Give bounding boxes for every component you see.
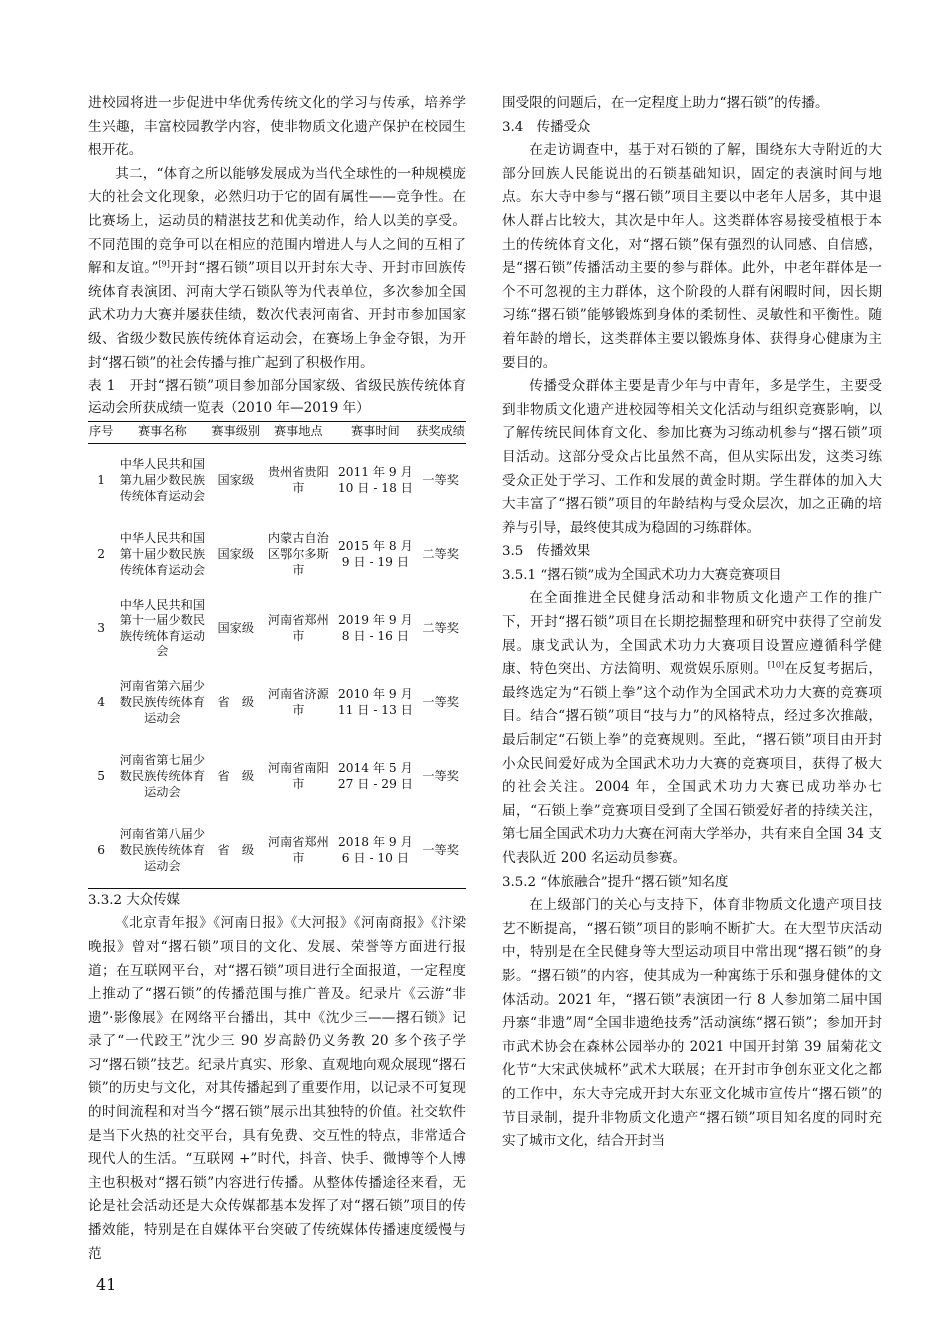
page-number: 41: [96, 1275, 117, 1294]
cell-result: 一等奖: [422, 472, 459, 487]
table-row: [88, 443, 466, 518]
cell-name: 河南省第七届少数民族传统体育运动会: [119, 753, 206, 799]
cell-place: 河南省郑州市: [267, 835, 329, 865]
table-row: [88, 592, 466, 666]
left-paragraph-2: [88, 163, 466, 375]
cell-place: 贵州省贵阳市: [267, 465, 329, 495]
cell-no: 1: [97, 472, 106, 487]
cell-level: 省 级: [217, 694, 255, 709]
th-name: 赛事名称: [114, 422, 210, 444]
cell-place: 内蒙古自治区鄂尔多斯市: [267, 531, 329, 577]
cell-no: 6: [97, 842, 106, 857]
cell-place: 河南省济源市: [267, 687, 329, 717]
cell-result: 二等奖: [422, 546, 459, 561]
right-paragraph-2: 在走访调查中，基于对石锁的了解，围绕东大寺附近的大部分回族人民能说出的石锁基础知识，固定的表演时间与地点。东大寺中参与“撂石锁”项目主要以中老年人居多，其中退休人群占比较大，其次是中年人。这类群体容易接受植根于本土的传统体育文化，对“撂石锁”保有强烈的认同感、自信感，是“撂石锁”传播活动主要的参与群体。此外，中老年群体是一个不可忽视的主力群体，这个阶段的人群有闲暇时间，因长期习练“撂石锁”能够锻炼到身体的柔韧性、灵敏性和平衡性。随着年龄的增长，这类群体主要以锻炼身体、获得身心健康为主要目的。: [502, 142, 882, 371]
table-row: [88, 740, 466, 814]
th-result: 获奖成绩: [415, 422, 466, 444]
right-column: [502, 92, 882, 1154]
citation-9: [9]: [158, 259, 170, 269]
left-paragraph-2-text: 其二，“体育之所以能够发展成为当代全球性的一种规模庞大的社会文化现象，必然归功于它的固有属性——竞争性。在比赛场上，运动员的精湛技艺和优美动作，给人以美的享受。不同范围的竞争可以在相应的范围内增进人与人之间的互相了解和友谊。”: [88, 165, 466, 277]
table-caption: 表 1 开封“撂石锁”项目参加部分国家级、省级民族传统体育运动会所获成绩一览表（2010 年—2019 年）: [88, 378, 466, 417]
left-paragraph-3: 《北京青年报》《河南日报》《大河报》《河南商报》《汴梁晚报》曾对“撂石锁”项目的文化、发展、荣誉等方面进行报道；在互联网平台，对“撂石锁”项目进行全面报道，一定程度上推动了“撂石锁”的传播范围与推广普及。纪录片《云游“非遗”·影像展》在网络平台播出，其中《沈少三——撂石锁》记录了“一代跤王”沈少三 90 岁高龄仍义务教 20 多个孩子学习“撂石锁”技艺。纪录片真实、形象、直观地向观众展现“撂石锁”的历史与文化，对其传播起到了重要作用，以记录不可复现的时间流程和对当今“撂石锁”展示出其独特的价值。社交软件是当下火热的社交平台，具有免费、交互性的特点，非常适合现代人的生活。“互联网 +”时代，抖音、快手、微博等个人博主也积极对“撂石锁”内容进行传播。从整体传播途径来看，无论是社会活动还是大众传媒都基本发挥了对“撂石锁”项目的传播效能，特别是在自媒体平台突破了传统媒体传播速度缓慢与范: [88, 915, 466, 1262]
cell-time: 2010 年 9 月 11 日 - 13 日: [337, 687, 413, 717]
cell-result: 一等奖: [422, 768, 459, 783]
table-row: [88, 814, 466, 889]
th-place: 赛事地点: [261, 422, 335, 444]
cell-time: 2018 年 9 月 6 日 - 10 日: [337, 835, 413, 865]
cell-time: 2014 年 5 月 27 日 - 29 日: [337, 761, 413, 791]
cell-no: 4: [97, 694, 106, 709]
cell-result: 一等奖: [422, 842, 459, 857]
cell-time: 2019 年 9 月 8 日 - 16 日: [337, 613, 413, 643]
right-paragraph-4: [502, 587, 882, 870]
cell-no: 5: [97, 768, 106, 783]
cell-level: 国家级: [217, 620, 255, 635]
cell-place: 河南省南阳市: [267, 761, 329, 791]
cell-name: 河南省第六届少数民族传统体育运动会: [119, 679, 206, 725]
right-paragraph-4-text: 在全面推进全民健身活动和非物质文化遗产工作的推广下，开封“撂石锁”项目在长期挖掘整理和研究中获得了空前发展。康戈武认为，全国武术功力大赛项目设置应遵循科学健康、特色突出、方法简明、观赏娱乐原则。: [502, 590, 882, 678]
left-column: [88, 92, 466, 1266]
cell-no: 2: [97, 546, 106, 561]
left-paragraph-1: 进校园将进一步促进中华优秀传统文化的学习与传承，培养学生兴趣，丰富校园教学内容，使非物质文化遗产保护在校园生根开花。: [88, 95, 466, 159]
right-paragraph-1: 围受限的问题后，在一定程度上助力“撂石锁”的传播。: [502, 95, 829, 111]
cell-level: 国家级: [217, 472, 255, 487]
cell-level: 省 级: [217, 842, 255, 857]
th-level: 赛事级别: [210, 422, 261, 444]
right-paragraph-3: 传播受众群体主要是青少年与中青年，多是学生，主要受到非物质文化遗产进校园等相关文化活动与组织竞赛影响，以了解传统民间体育文化、参加比赛为习练动机参与“撂石锁”项目活动。这部分受众占比虽然不高，但从实际出发，这类习练受众正处于学习、工作和发展的黄金时期。学生群体的加入大大丰富了“撂石锁”项目的年龄结构与受众层次，加之正确的培养与引导，最终使其成为稳固的习练群体。: [502, 378, 882, 536]
citation-10: [10]: [767, 660, 785, 670]
th-no: 序号: [88, 422, 114, 444]
heading-3-3-2: 3.3.2 大众传媒: [88, 892, 180, 908]
cell-time: 2011 年 9 月 10 日 - 18 日: [337, 465, 413, 495]
heading-3-4: 3.4 传播受众: [502, 119, 591, 135]
table-header-row: [88, 422, 466, 444]
cell-name: 河南省第八届少数民族传统体育运动会: [119, 827, 206, 873]
cell-place: 河南省郑州市: [267, 613, 329, 643]
heading-3-5-1: 3.5.1 “撂石锁”成为全国武术功力大赛竞赛项目: [502, 567, 782, 583]
cell-result: 一等奖: [422, 694, 459, 709]
left-paragraph-2-cont: 开封“撂石锁”项目以开封东大寺、开封市回族传统体育表演团、河南大学石锁队等为代表单位，多次参加全国武术功力大赛并屡获佳绩，数次代表河南省、开封市参加国家级、省级少数民族传统体育运动会，在赛场上争金夺银，为开封“撂石锁”的社会传播与推广起到了积极作用。: [88, 260, 466, 371]
table-row: [88, 518, 466, 592]
th-time: 赛事时间: [336, 422, 416, 444]
heading-3-5-2: 3.5.2 “体旅融合”提升“撂石锁”知名度: [502, 874, 729, 890]
results-table: [88, 421, 466, 889]
cell-time: 2015 年 8 月 9 日 - 19 日: [337, 539, 413, 569]
cell-level: 省 级: [217, 768, 255, 783]
cell-name: 中华人民共和国第十届少数民族传统体育运动会: [119, 531, 206, 577]
cell-level: 国家级: [217, 546, 255, 561]
right-paragraph-5: 在上级部门的关心与支持下，体育非物质文化遗产项目技艺不断提高，“撂石锁”项目的影响不断扩大。在大型节庆活动中，特别是在全民健身等大型运动项目中常出现“撂石锁”的身影。“撂石锁”的内容，使其成为一种寓练于乐和强身健体的文体活动。2021 年，“撂石锁”表演团一行 8 人参加第二届中国丹寨“非遗”周“全国非遗绝技秀”活动演练“撂石锁”；参加开封市武术协会在森林公园举办的 2021 中国开封第 39 届菊花文化节“大宋武侠城杯”武术大联展；在开封市争创东亚文化之都的工作中，东大寺完成开封大东亚文化城市宣传片“撂石锁”的节目录制，提升非物质文化遗产“撂石锁”项目知名度的同时充实了城市文化，结合开封当: [502, 897, 882, 1150]
cell-result: 二等奖: [422, 620, 459, 635]
cell-name: 中华人民共和国第十一届少数民族传统体育运动会: [119, 597, 206, 659]
cell-name: 中华人民共和国第九届少数民族传统体育运动会: [119, 457, 206, 503]
cell-no: 3: [97, 620, 106, 635]
heading-3-5: 3.5 传播效果: [502, 544, 591, 560]
table-row: [88, 666, 466, 740]
right-paragraph-4-cont: 在反复考据后，最终选定为“石锁上拳”这个动作为全国武术功力大赛的竞赛项目。结合“撂石锁”项目“技与力”的风格特点，经过多次推敲，最后制定“石锁上拳”的竞赛规则。至此，“撂石锁”项目由开封小众民间爱好成为全国武术功力大赛的竞赛项目，获得了极大的社会关注。2004 年，全国武术功力大赛已成功举办七届，“石锁上拳”竞赛项目受到了全国石锁爱好者的持续关注，第七届全国武术功力大赛在河南大学举办，共有来自全国 34 支代表队近 200 名运动员参赛。: [502, 661, 883, 866]
